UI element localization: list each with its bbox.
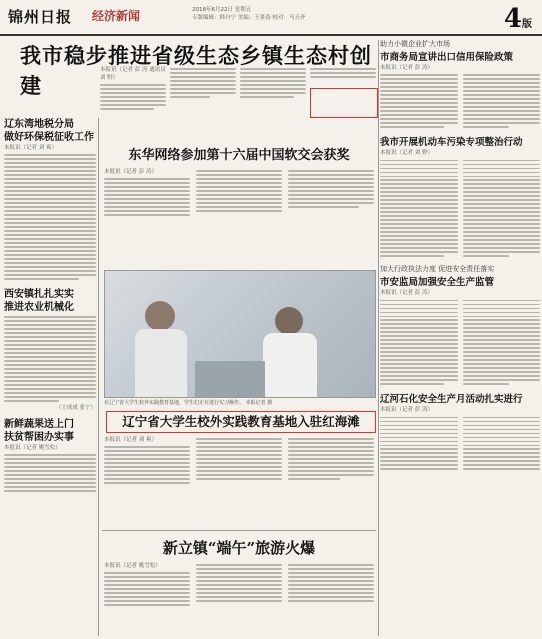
right-story2-byline: 本报讯（记者 刘 野）: [380, 150, 433, 157]
main-story-col-3: [240, 66, 306, 116]
left-column: [4, 118, 96, 638]
left-story3-byline: 本报讯（记者 姚雪松）: [4, 444, 61, 451]
bottom-story-byline: 本报讯（记者 姚雪松）: [104, 563, 161, 569]
left-story1-byline: 本报讯（记者 刘 爽）: [4, 145, 57, 151]
feature-story-col-2: [196, 436, 282, 524]
left-story2-headline: [4, 288, 96, 314]
highlight-box-feature: [106, 411, 376, 433]
section-title: 经济新闻: [92, 9, 141, 23]
left-story1-text: [4, 154, 96, 279]
photo-caption-text: 在辽宁省大学生校外实践教育基地，学生们正在进行实习操作。: [104, 400, 245, 406]
highlight-box-main: [310, 88, 378, 118]
right-story3-kicker: 加大行政执法力度 促进安全责任落实: [380, 265, 495, 274]
left-story3-headline-line1: 新鲜蔬果送上门: [4, 418, 74, 430]
issue-info: [192, 6, 352, 22]
left-story3-headline: [4, 418, 96, 444]
issue-date: 2018年6月22日 星期五: [192, 7, 252, 13]
photo-table: [195, 361, 265, 398]
section-rule: [102, 530, 376, 531]
left-story1-headline-line2: 做好环保税征收工作: [4, 132, 94, 143]
issue-editors: 专版编辑：韩丹宁 美编：王景春 校对：马天齐: [192, 15, 306, 21]
right-story1-byline: 本报讯（记者 彭 涛）: [380, 65, 433, 71]
main-story-col-2: [170, 66, 236, 116]
page-number: [504, 4, 532, 34]
page-number-value: 4: [503, 4, 522, 34]
left-story1-headline: [4, 118, 96, 144]
main-story-col-1: [100, 66, 166, 116]
photo-figure-head-1: [145, 301, 175, 331]
left-story3-headline-line2: 扶贫帮困办实事: [4, 431, 74, 443]
left-story2-headline-line2: 推进农业机械化: [4, 301, 74, 313]
main-story-byline: 本报讯（记者 彭 涛 通讯员 刘 野）: [100, 67, 166, 81]
main-headline: 我市稳步推进省级生态乡镇生态村创建: [20, 43, 372, 98]
feature-story-headline: 辽宁省大学生校外实践教育基地入驻红海滩: [122, 414, 360, 429]
column-rule-left: [98, 118, 99, 636]
right-story3-byline: 本报讯（记者 彭 涛）: [380, 290, 433, 297]
photo-figure-body-2: [263, 333, 317, 398]
right-story4-byline: 本报讯（记者 彭 涛）: [380, 407, 433, 414]
main-story-text: [100, 84, 166, 110]
center-story-col-1: [104, 168, 190, 268]
photo-caption: [104, 400, 376, 407]
left-story3-text: [4, 454, 96, 491]
right-story4-headline: 辽河石化安全生产月活动扎实进行: [380, 394, 523, 406]
right-story1-headline: 市商务局宣讲出口信用保险政策: [380, 52, 514, 63]
feature-story-byline: 本报讯（记者 刘 爽）: [104, 437, 157, 443]
right-story2-headline: 我市开展机动车污染专项整治行动: [380, 137, 523, 149]
bottom-story-headline: 新立镇“端午”旅游火爆: [162, 539, 316, 557]
column-rule-right: [378, 40, 379, 636]
masthead: [0, 0, 542, 36]
center-story-byline: 本报讯（记者 彭 涛）: [104, 169, 157, 175]
bottom-story-col-2: [196, 562, 282, 638]
right-story1-kicker: 助力小微企业扩大市场: [380, 40, 450, 48]
bottom-story-col-1: [104, 562, 190, 638]
center-story-col-2: [196, 168, 282, 268]
page-number-suffix: 版: [522, 19, 532, 30]
news-photo: [104, 270, 376, 398]
left-story2-credit: （王成成 张宁）: [55, 404, 96, 411]
left-story2-text: [4, 316, 96, 401]
right-story3-headline: 市安监局加强安全生产监管: [380, 277, 495, 289]
right-column: [380, 40, 540, 638]
bottom-story-col-3: [288, 562, 374, 638]
feature-story-col-1: [104, 436, 190, 524]
photo-credit: 本报记者 摄: [245, 400, 273, 406]
center-story-headline: 东华网络参加第十六届中国软交会获奖: [128, 148, 350, 163]
left-story1-headline-line1: 辽东湾地税分局: [4, 119, 74, 130]
left-story2-headline-line1: 西安镇扎扎实实: [4, 288, 74, 300]
feature-story-col-3: [288, 436, 374, 524]
photo-figure-body-1: [135, 329, 187, 398]
photo-figure-head-2: [275, 307, 303, 335]
center-story-col-3: [288, 168, 374, 268]
newspaper-logo: 锦州日报: [8, 8, 73, 26]
